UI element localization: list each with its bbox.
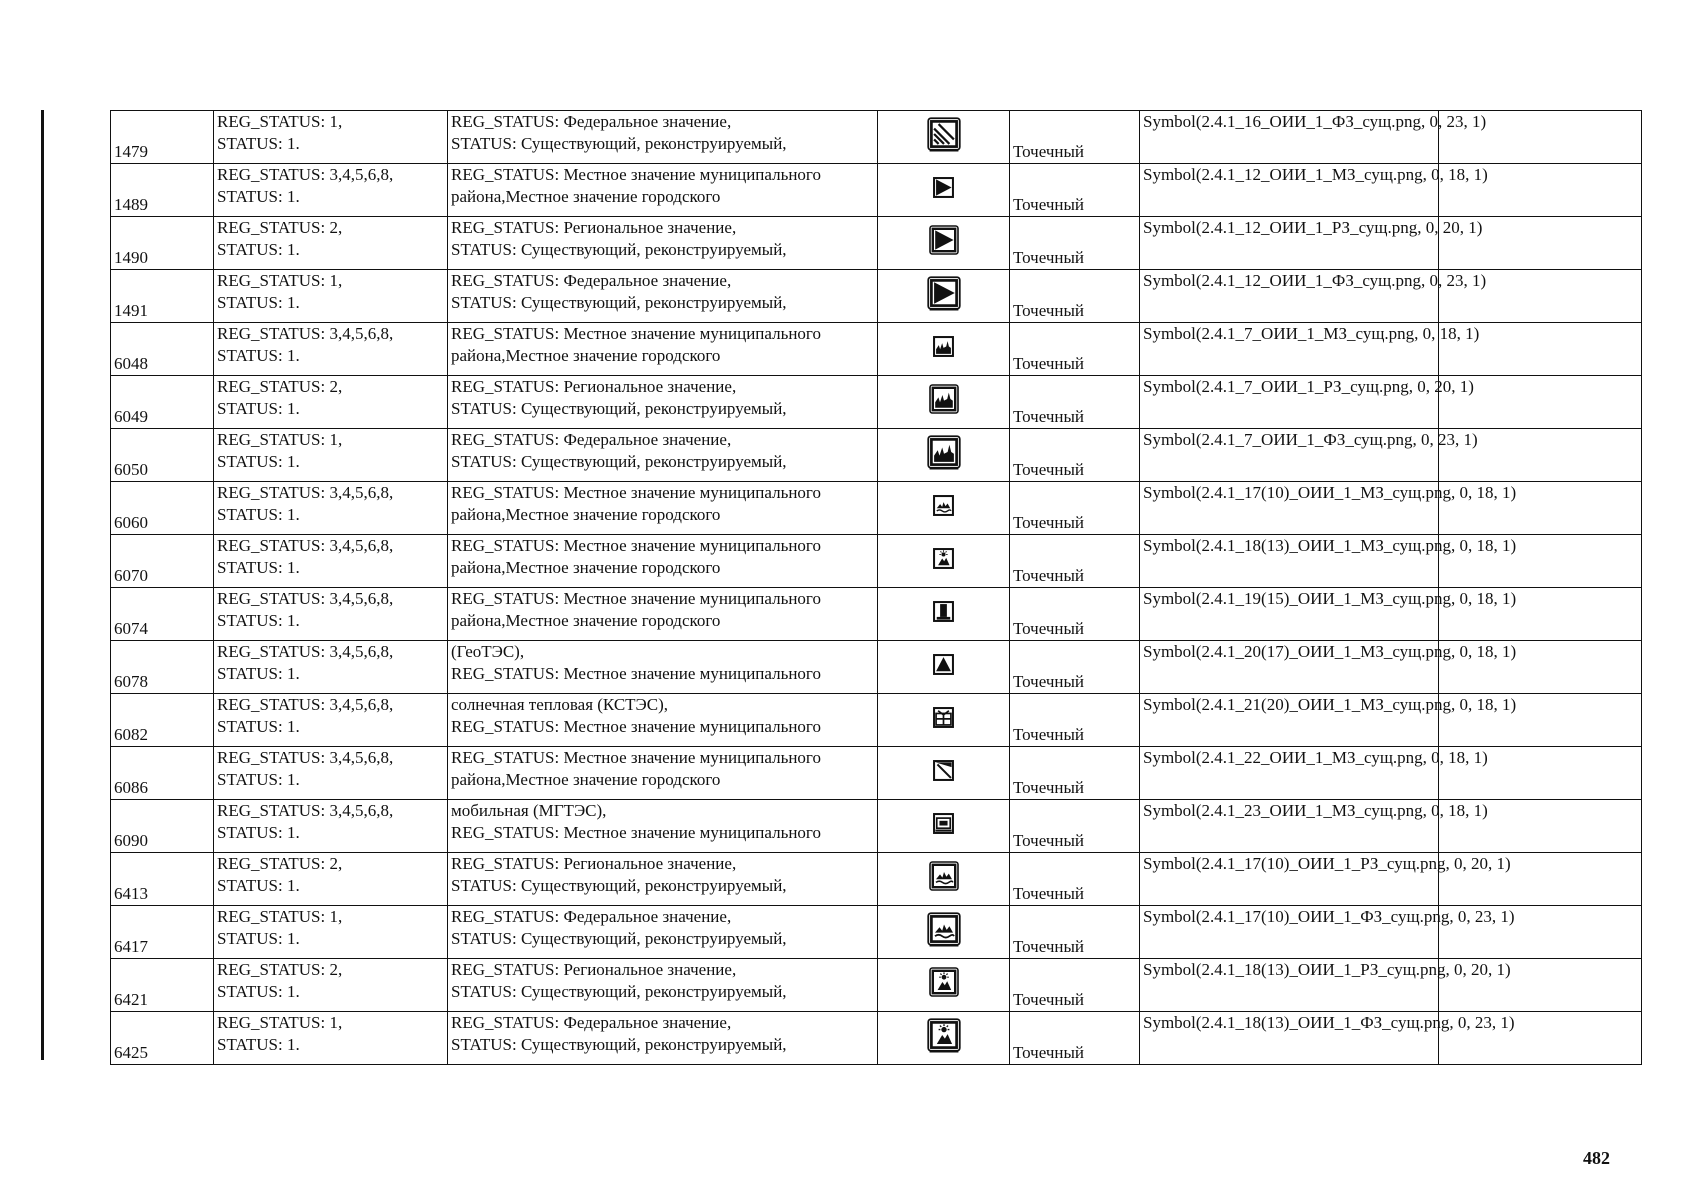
status-cell bbox=[214, 535, 448, 588]
table-row bbox=[111, 376, 1642, 429]
factory-icon bbox=[930, 333, 957, 360]
status-line: REG_STATUS: 3,4,5,6,8, bbox=[217, 536, 394, 555]
geometry-type: Точечный bbox=[1010, 853, 1140, 906]
hatched-square-icon bbox=[926, 116, 962, 152]
symbol-preview-cell bbox=[878, 323, 1010, 376]
row-id: 6050 bbox=[111, 429, 214, 482]
water-plant-icon bbox=[926, 911, 962, 947]
status-line: STATUS: 1. bbox=[217, 717, 300, 736]
description-line: REG_STATUS: Федеральное значение, bbox=[451, 271, 732, 290]
table-row bbox=[111, 429, 1642, 482]
geometry-type: Точечный bbox=[1010, 376, 1140, 429]
geometry-type: Точечный bbox=[1010, 694, 1140, 747]
description-cell bbox=[448, 323, 878, 376]
status-cell bbox=[214, 323, 448, 376]
symbol-preview-cell bbox=[878, 906, 1010, 959]
geometry-type: Точечный bbox=[1010, 535, 1140, 588]
status-cell bbox=[214, 747, 448, 800]
geometry-type: Точечный bbox=[1010, 747, 1140, 800]
mobile-unit-icon bbox=[930, 810, 957, 837]
symbol-preview-cell bbox=[878, 1012, 1010, 1065]
description-cell bbox=[448, 111, 878, 164]
description-cell bbox=[448, 800, 878, 853]
status-cell bbox=[214, 376, 448, 429]
description-line: REG_STATUS: Федеральное значение, bbox=[451, 430, 732, 449]
description-line: REG_STATUS: Федеральное значение, bbox=[451, 907, 732, 926]
row-id: 6082 bbox=[111, 694, 214, 747]
status-line: REG_STATUS: 2, bbox=[217, 377, 343, 396]
description-line: STATUS: Существующий, реконструируемый, bbox=[451, 1035, 787, 1054]
table-row bbox=[111, 217, 1642, 270]
geometry-type: Точечный bbox=[1010, 217, 1140, 270]
symbol-preview-cell bbox=[878, 217, 1010, 270]
row-id: 6078 bbox=[111, 641, 214, 694]
description-line: REG_STATUS: Местное значение муниципального bbox=[451, 589, 821, 608]
symbol-spec: Symbol(2.4.1_18(13)_ОИИ_1_ФЗ_сущ.png, 0, 23, 1) bbox=[1140, 1012, 1439, 1065]
table-row bbox=[111, 853, 1642, 906]
status-line: STATUS: 1. bbox=[217, 770, 300, 789]
row-id: 6413 bbox=[111, 853, 214, 906]
symbol-preview-cell bbox=[878, 800, 1010, 853]
description-line: STATUS: Существующий, реконструируемый, bbox=[451, 399, 787, 418]
status-line: STATUS: 1. bbox=[217, 611, 300, 630]
description-line: STATUS: Существующий, реконструируемый, bbox=[451, 293, 787, 312]
description-cell bbox=[448, 535, 878, 588]
description-line: STATUS: Существующий, реконструируемый, bbox=[451, 982, 787, 1001]
status-cell bbox=[214, 853, 448, 906]
status-cell bbox=[214, 959, 448, 1012]
table-row bbox=[111, 1012, 1642, 1065]
symbol-preview-cell bbox=[878, 747, 1010, 800]
description-line: REG_STATUS: Региональное значение, bbox=[451, 218, 737, 237]
symbol-spec: Symbol(2.4.1_12_ОИИ_1_МЗ_сущ.png, 0, 18, 1) bbox=[1140, 164, 1439, 217]
description-cell bbox=[448, 959, 878, 1012]
symbol-preview-cell bbox=[878, 164, 1010, 217]
status-line: STATUS: 1. bbox=[217, 1035, 300, 1054]
table-row bbox=[111, 800, 1642, 853]
geometry-type: Точечный bbox=[1010, 111, 1140, 164]
description-cell bbox=[448, 641, 878, 694]
status-cell bbox=[214, 906, 448, 959]
description-line: REG_STATUS: Региональное значение, bbox=[451, 377, 737, 396]
symbol-spec: Symbol(2.4.1_19(15)_ОИИ_1_МЗ_сущ.png, 0, 18, 1) bbox=[1140, 588, 1439, 641]
row-id: 1490 bbox=[111, 217, 214, 270]
description-cell bbox=[448, 853, 878, 906]
symbol-spec: Symbol(2.4.1_20(17)_ОИИ_1_МЗ_сущ.png, 0, 18, 1) bbox=[1140, 641, 1439, 694]
description-cell bbox=[448, 270, 878, 323]
status-line: STATUS: 1. bbox=[217, 929, 300, 948]
table-row bbox=[111, 906, 1642, 959]
geometry-type: Точечный bbox=[1010, 588, 1140, 641]
status-line: REG_STATUS: 1, bbox=[217, 271, 343, 290]
status-line: STATUS: 1. bbox=[217, 293, 300, 312]
description-line: REG_STATUS: Местное значение муниципального bbox=[451, 823, 821, 842]
status-line: STATUS: 1. bbox=[217, 876, 300, 895]
symbol-preview-cell bbox=[878, 535, 1010, 588]
description-line: REG_STATUS: Местное значение муниципального bbox=[451, 324, 821, 343]
symbol-spec: Symbol(2.4.1_17(10)_ОИИ_1_ФЗ_сущ.png, 0, 23, 1) bbox=[1140, 906, 1439, 959]
geometry-type: Точечный bbox=[1010, 164, 1140, 217]
status-cell bbox=[214, 588, 448, 641]
symbol-preview-cell bbox=[878, 429, 1010, 482]
geometry-type: Точечный bbox=[1010, 959, 1140, 1012]
description-line: REG_STATUS: Местное значение муниципального bbox=[451, 165, 821, 184]
description-cell bbox=[448, 164, 878, 217]
row-id: 1491 bbox=[111, 270, 214, 323]
symbol-preview-cell bbox=[878, 111, 1010, 164]
table-row bbox=[111, 535, 1642, 588]
solar-panel-icon bbox=[930, 704, 957, 731]
geometry-type: Точечный bbox=[1010, 270, 1140, 323]
row-id: 6421 bbox=[111, 959, 214, 1012]
table-row bbox=[111, 111, 1642, 164]
status-cell bbox=[214, 429, 448, 482]
description-line: REG_STATUS: Местное значение муниципального bbox=[451, 483, 821, 502]
water-plant-icon bbox=[928, 860, 960, 892]
geometry-type: Точечный bbox=[1010, 323, 1140, 376]
sun-plant-icon bbox=[926, 1017, 962, 1053]
description-line: района,Местное значение городского bbox=[451, 611, 721, 630]
row-id: 1489 bbox=[111, 164, 214, 217]
table-row bbox=[111, 694, 1642, 747]
table-row bbox=[111, 270, 1642, 323]
status-line: REG_STATUS: 3,4,5,6,8, bbox=[217, 642, 394, 661]
symbol-spec: Symbol(2.4.1_17(10)_ОИИ_1_РЗ_сущ.png, 0, 20, 1) bbox=[1140, 853, 1439, 906]
status-line: REG_STATUS: 2, bbox=[217, 854, 343, 873]
row-id: 6074 bbox=[111, 588, 214, 641]
diagonal-flag-icon bbox=[930, 757, 957, 784]
status-cell bbox=[214, 217, 448, 270]
description-cell bbox=[448, 694, 878, 747]
status-line: STATUS: 1. bbox=[217, 982, 300, 1001]
description-cell bbox=[448, 906, 878, 959]
status-line: STATUS: 1. bbox=[217, 134, 300, 153]
geometry-type: Точечный bbox=[1010, 641, 1140, 694]
description-line: района,Местное значение городского bbox=[451, 558, 721, 577]
play-arrow-icon bbox=[930, 174, 957, 201]
symbol-spec: Symbol(2.4.1_17(10)_ОИИ_1_МЗ_сущ.png, 0, 18, 1) bbox=[1140, 482, 1439, 535]
symbol-preview-cell bbox=[878, 694, 1010, 747]
symbol-spec: Symbol(2.4.1_18(13)_ОИИ_1_МЗ_сущ.png, 0, 18, 1) bbox=[1140, 535, 1439, 588]
status-line: REG_STATUS: 3,4,5,6,8, bbox=[217, 695, 394, 714]
description-line: района,Местное значение городского bbox=[451, 187, 721, 206]
status-line: STATUS: 1. bbox=[217, 505, 300, 524]
status-line: REG_STATUS: 3,4,5,6,8, bbox=[217, 589, 394, 608]
row-id: 6060 bbox=[111, 482, 214, 535]
factory-icon bbox=[928, 383, 960, 415]
status-line: REG_STATUS: 3,4,5,6,8, bbox=[217, 165, 394, 184]
symbols-table bbox=[110, 110, 1642, 1065]
status-line: REG_STATUS: 1, bbox=[217, 430, 343, 449]
description-line: STATUS: Существующий, реконструируемый, bbox=[451, 452, 787, 471]
description-line: STATUS: Существующий, реконструируемый, bbox=[451, 929, 787, 948]
tower-icon bbox=[930, 598, 957, 625]
geometry-type: Точечный bbox=[1010, 906, 1140, 959]
status-cell bbox=[214, 800, 448, 853]
description-line: REG_STATUS: Региональное значение, bbox=[451, 960, 737, 979]
description-line: REG_STATUS: Федеральное значение, bbox=[451, 112, 732, 131]
description-line: REG_STATUS: Местное значение муниципального bbox=[451, 536, 821, 555]
symbol-preview-cell bbox=[878, 270, 1010, 323]
page-margin-line bbox=[41, 110, 44, 1060]
triangle-icon bbox=[930, 651, 957, 678]
row-id: 6425 bbox=[111, 1012, 214, 1065]
description-line: REG_STATUS: Местное значение муниципального bbox=[451, 748, 821, 767]
status-line: REG_STATUS: 3,4,5,6,8, bbox=[217, 483, 394, 502]
symbol-preview-cell bbox=[878, 641, 1010, 694]
geometry-type: Точечный bbox=[1010, 800, 1140, 853]
symbol-preview-cell bbox=[878, 482, 1010, 535]
description-cell bbox=[448, 588, 878, 641]
status-line: REG_STATUS: 1, bbox=[217, 907, 343, 926]
status-line: STATUS: 1. bbox=[217, 452, 300, 471]
symbol-spec: Symbol(2.4.1_21(20)_ОИИ_1_МЗ_сущ.png, 0, 18, 1) bbox=[1140, 694, 1439, 747]
description-line: (ГеоТЭС), bbox=[451, 642, 525, 661]
symbol-spec: Symbol(2.4.1_12_ОИИ_1_РЗ_сущ.png, 0, 20, 1) bbox=[1140, 217, 1439, 270]
status-cell bbox=[214, 164, 448, 217]
symbol-preview-cell bbox=[878, 376, 1010, 429]
description-line: REG_STATUS: Федеральное значение, bbox=[451, 1013, 732, 1032]
description-line: STATUS: Существующий, реконструируемый, bbox=[451, 240, 787, 259]
description-line: солнечная тепловая (КСТЭС), bbox=[451, 695, 669, 714]
symbol-spec: Symbol(2.4.1_7_ОИИ_1_РЗ_сущ.png, 0, 20, 1) bbox=[1140, 376, 1439, 429]
status-cell bbox=[214, 270, 448, 323]
description-line: REG_STATUS: Местное значение муниципального bbox=[451, 717, 821, 736]
symbol-preview-cell bbox=[878, 853, 1010, 906]
status-line: REG_STATUS: 2, bbox=[217, 960, 343, 979]
geometry-type: Точечный bbox=[1010, 482, 1140, 535]
status-cell bbox=[214, 694, 448, 747]
play-arrow-icon bbox=[926, 275, 962, 311]
symbol-spec: Symbol(2.4.1_18(13)_ОИИ_1_РЗ_сущ.png, 0, 20, 1) bbox=[1140, 959, 1439, 1012]
status-cell bbox=[214, 641, 448, 694]
table-row bbox=[111, 164, 1642, 217]
row-id: 6049 bbox=[111, 376, 214, 429]
status-line: REG_STATUS: 3,4,5,6,8, bbox=[217, 748, 394, 767]
symbol-preview-cell bbox=[878, 959, 1010, 1012]
description-line: STATUS: Существующий, реконструируемый, bbox=[451, 876, 787, 895]
row-id: 6086 bbox=[111, 747, 214, 800]
description-line: STATUS: Существующий, реконструируемый, bbox=[451, 134, 787, 153]
status-line: STATUS: 1. bbox=[217, 558, 300, 577]
symbol-spec: Symbol(2.4.1_12_ОИИ_1_ФЗ_сущ.png, 0, 23, 1) bbox=[1140, 270, 1439, 323]
row-id: 6417 bbox=[111, 906, 214, 959]
description-line: мобильная (МГТЭС), bbox=[451, 801, 607, 820]
description-line: REG_STATUS: Местное значение муниципального bbox=[451, 664, 821, 683]
status-cell bbox=[214, 111, 448, 164]
description-cell bbox=[448, 482, 878, 535]
table-row bbox=[111, 959, 1642, 1012]
symbol-spec: Symbol(2.4.1_16_ОИИ_1_ФЗ_сущ.png, 0, 23, 1) bbox=[1140, 111, 1439, 164]
status-line: STATUS: 1. bbox=[217, 187, 300, 206]
status-line: REG_STATUS: 3,4,5,6,8, bbox=[217, 324, 394, 343]
status-line: REG_STATUS: 2, bbox=[217, 218, 343, 237]
status-line: STATUS: 1. bbox=[217, 823, 300, 842]
table-body bbox=[111, 111, 1642, 1065]
page-number: 482 bbox=[1583, 1148, 1610, 1168]
table-row bbox=[111, 641, 1642, 694]
description-line: района,Местное значение городского bbox=[451, 505, 721, 524]
status-line: REG_STATUS: 1, bbox=[217, 1013, 343, 1032]
status-line: REG_STATUS: 3,4,5,6,8, bbox=[217, 801, 394, 820]
sun-plant-icon bbox=[928, 966, 960, 998]
play-arrow-icon bbox=[928, 224, 960, 256]
description-cell bbox=[448, 376, 878, 429]
description-line: REG_STATUS: Региональное значение, bbox=[451, 854, 737, 873]
symbol-spec: Symbol(2.4.1_7_ОИИ_1_ФЗ_сущ.png, 0, 23, 1) bbox=[1140, 429, 1439, 482]
status-line: STATUS: 1. bbox=[217, 399, 300, 418]
status-line: STATUS: 1. bbox=[217, 664, 300, 683]
symbol-spec: Symbol(2.4.1_7_ОИИ_1_МЗ_сущ.png, 0, 18, 1) bbox=[1140, 323, 1439, 376]
symbol-preview-cell bbox=[878, 588, 1010, 641]
description-cell bbox=[448, 429, 878, 482]
status-cell bbox=[214, 482, 448, 535]
description-line: района,Местное значение городского bbox=[451, 770, 721, 789]
status-line: STATUS: 1. bbox=[217, 346, 300, 365]
factory-icon bbox=[926, 434, 962, 470]
row-id: 6090 bbox=[111, 800, 214, 853]
symbol-spec: Symbol(2.4.1_23_ОИИ_1_МЗ_сущ.png, 0, 18, 1) bbox=[1140, 800, 1439, 853]
description-cell bbox=[448, 747, 878, 800]
row-id: 1479 bbox=[111, 111, 214, 164]
table-row bbox=[111, 323, 1642, 376]
row-id: 6048 bbox=[111, 323, 214, 376]
table-row bbox=[111, 588, 1642, 641]
table-row bbox=[111, 747, 1642, 800]
description-line: района,Местное значение городского bbox=[451, 346, 721, 365]
water-plant-icon bbox=[930, 492, 957, 519]
symbol-spec: Symbol(2.4.1_22_ОИИ_1_МЗ_сущ.png, 0, 18, 1) bbox=[1140, 747, 1439, 800]
geometry-type: Точечный bbox=[1010, 1012, 1140, 1065]
sun-plant-icon bbox=[930, 545, 957, 572]
description-cell bbox=[448, 217, 878, 270]
row-id: 6070 bbox=[111, 535, 214, 588]
table-row bbox=[111, 482, 1642, 535]
status-line: REG_STATUS: 1, bbox=[217, 112, 343, 131]
status-line: STATUS: 1. bbox=[217, 240, 300, 259]
status-cell bbox=[214, 1012, 448, 1065]
description-cell bbox=[448, 1012, 878, 1065]
geometry-type: Точечный bbox=[1010, 429, 1140, 482]
